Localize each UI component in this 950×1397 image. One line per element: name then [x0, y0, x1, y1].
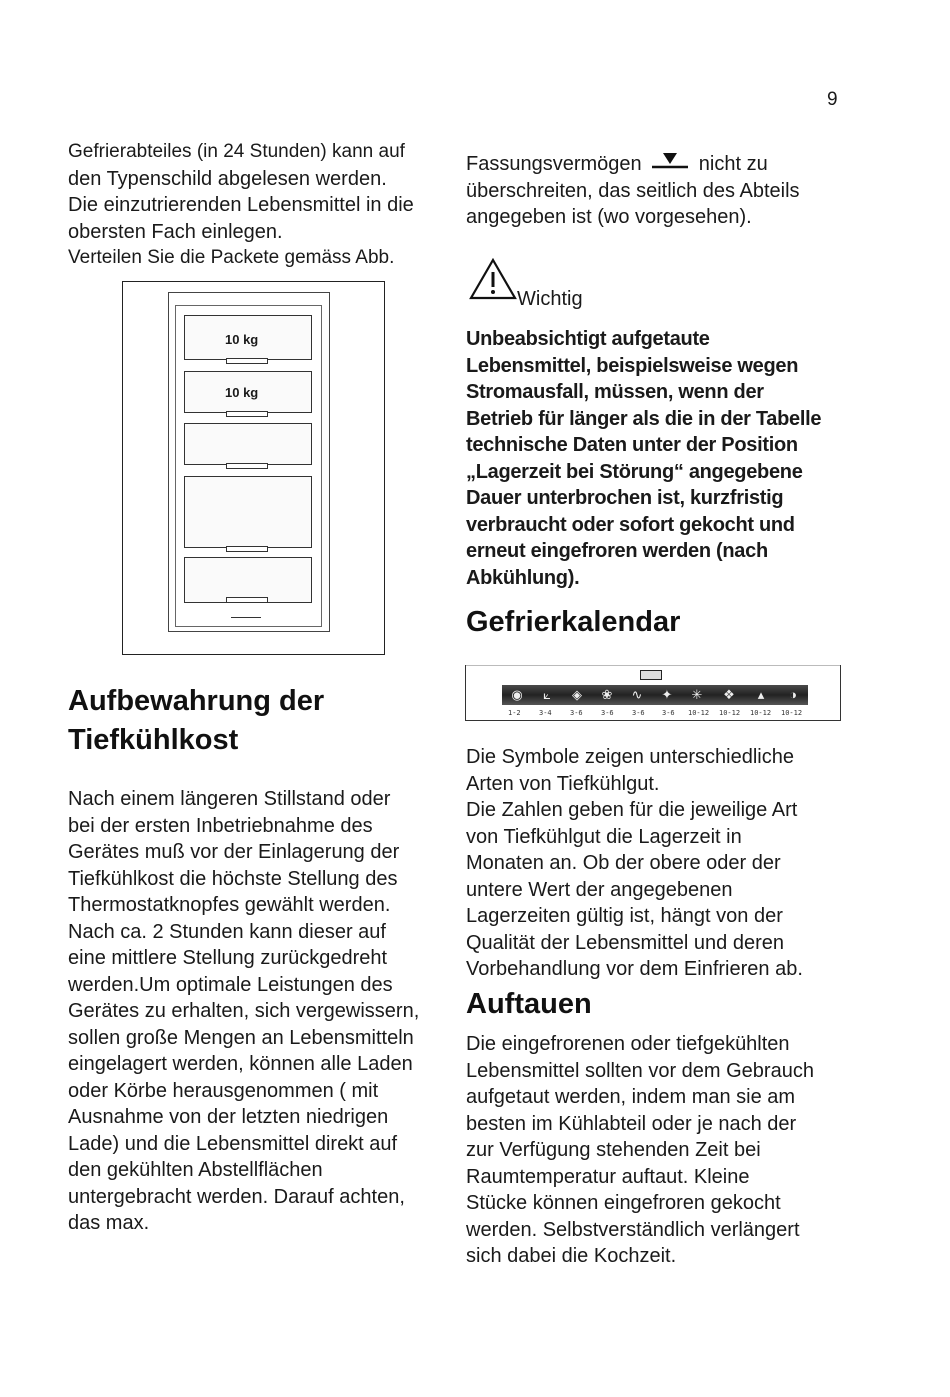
text-line: Tiefkühlkost die höchste Stellung des: [68, 867, 398, 890]
text-line: werden.Um optimale Leistungen des: [68, 973, 393, 996]
text-line: das max.: [68, 1212, 150, 1234]
text-line: eingelagert werden, können alle Laden: [68, 1053, 413, 1075]
drawer-weight-label: 10 kg: [225, 385, 259, 400]
text-line: Ausnahme von der letzten niedrigen: [68, 1106, 389, 1128]
storage-months-label: 10-12: [781, 709, 803, 717]
freezer-drawer: [184, 315, 312, 360]
text-line: Dauer unterbrochen ist, kurzfristig: [466, 487, 784, 509]
text-line: den Typenschild abgelesen werden.: [68, 167, 387, 190]
text-line: Gerätes muß vor der Einlagerung der: [68, 841, 400, 863]
text-line: sollen große Mengen an Lebensmitteln: [68, 1026, 414, 1049]
text-line: [466, 151, 800, 178]
text-line: Lade) und die Lebensmittel direkt auf: [68, 1132, 398, 1155]
drawer-handle: [226, 411, 268, 417]
text-line: den gekühlten Abstellflächen: [68, 1159, 323, 1181]
storage-months-label: 3-6: [570, 709, 583, 717]
text-line: Verteilen Sie die Packete gemäss Abb.: [68, 247, 395, 268]
section-heading: Auftauen: [466, 988, 592, 1020]
drawer-handle: [226, 597, 268, 603]
text-line: Thermostatknopfes gewählt werden.: [68, 894, 391, 916]
storage-months-label: 10-12: [688, 709, 710, 717]
warning-triangle-icon: [469, 258, 517, 300]
fish-icon: ⟀: [543, 687, 551, 702]
text-line: Stromausfall, müssen, wenn der: [466, 381, 764, 403]
drawer-handle: [226, 546, 268, 552]
text-line: Lebensmittel sollten vor dem Gebrauch: [466, 1059, 814, 1082]
text-line: Qualität der Lebensmittel und deren: [466, 931, 784, 954]
text-line: Abkühlung).: [466, 566, 580, 589]
thawing-body: [466, 1031, 814, 1270]
left-intro: [68, 139, 414, 272]
freezer-drawer: [184, 476, 312, 548]
text-line: Lebensmittel, beispielsweise wegen: [466, 354, 799, 377]
freezer-drawer: [184, 423, 312, 465]
game-icon: ❖: [723, 687, 735, 702]
page-number: 9: [827, 89, 838, 110]
storage-months-label: 3-6: [601, 709, 614, 717]
text-line: untergebracht werden. Darauf achten,: [68, 1185, 405, 1208]
text-line: Unbeabsichtigt aufgetaute: [466, 328, 710, 350]
storage-months-label: 10-12: [719, 709, 741, 717]
text-line: untere Wert der angegebenen: [466, 878, 733, 901]
text-line: obersten Fach einlegen.: [68, 220, 283, 243]
shrimp-icon: ∿: [631, 687, 643, 702]
text-line: oder Körbe herausgenommen ( mit: [68, 1079, 379, 1102]
poultry-icon: ✳: [691, 687, 703, 702]
heading-line: Tiefkühlkost: [68, 724, 239, 756]
text-line: Die einzutrierenden Lebensmittel in die: [68, 194, 414, 216]
capacity-text: Fassungsvermögen: [466, 153, 642, 175]
bread-icon: ◑: [789, 687, 797, 702]
text-line: von Tiefkühlgut die Lagerzeit in: [466, 825, 742, 848]
drawer-handle: [226, 358, 268, 364]
storage-body: [68, 786, 419, 1237]
text-line: Die Symbole zeigen unterschiedliche: [466, 746, 794, 768]
section-heading: [68, 682, 419, 760]
candy-icon: ◈: [572, 687, 582, 702]
storage-months-label: 3-4: [539, 709, 552, 717]
storage-months-label: 10-12: [750, 709, 772, 717]
storage-months-label: 1-2: [508, 709, 521, 717]
text-line: eine mittlere Stellung zurückgedreht: [68, 947, 388, 969]
text-line: werden. Selbstverständlich verlängert: [466, 1218, 800, 1241]
text-line: aufgetaut werden, indem man sie am: [466, 1086, 796, 1108]
capacity-text: nicht zu: [698, 153, 768, 175]
text-line: Raumtemperatur auftaut. Kleine: [466, 1165, 750, 1188]
section-heading: Gefrierkalendar: [466, 606, 681, 638]
text-line: verbraucht oder sofort gekocht und: [466, 513, 795, 536]
heading-line: Aufbewahrung der: [68, 685, 325, 717]
storage-months-label: 3-6: [632, 709, 645, 717]
text-line: besten im Kühlabteil oder je nach der: [466, 1112, 797, 1135]
text-line: Die Zahlen geben für die jeweilige Art: [466, 799, 798, 821]
freezer-drawer: [184, 371, 312, 413]
meat-icon: ◉: [511, 687, 523, 702]
text-line: sich dabei die Kochzeit.: [466, 1245, 677, 1267]
drawer-handle: [226, 463, 268, 469]
text-line: zur Verfügung stehenden Zeit bei: [466, 1139, 761, 1161]
text-line: Vorbehandlung vor dem Einfrieren ab.: [466, 958, 803, 980]
text-line: technische Daten unter der Position: [466, 434, 798, 456]
warning-body: [466, 326, 821, 591]
text-line: Gefrierabteiles (in 24 Stunden) kann auf: [68, 141, 405, 162]
storage-months-label: 3-6: [662, 709, 675, 717]
text-line: Nach einem längeren Stillstand oder: [68, 788, 391, 810]
cabinet-base-line: [231, 617, 261, 618]
storage-section: [68, 682, 419, 1237]
text-line: Gerätes zu erhalten, sich vergewissern,: [68, 1000, 420, 1022]
text-line: überschreiten, das seitlich des Abteils: [466, 179, 800, 202]
calendar-indicator-icon: [640, 670, 662, 680]
right-intro: [466, 151, 800, 231]
text-line: Lagerzeiten gültig ist, hängt von der: [466, 905, 783, 927]
max-load-icon: [651, 151, 689, 173]
text-line: „Lagerzeit bei Störung“ angegebene: [466, 460, 803, 483]
text-line: angegeben ist (wo vorgesehen).: [466, 206, 752, 228]
calendar-description: [466, 744, 803, 983]
text-line: Nach ca. 2 Stunden kann dieser auf: [68, 920, 386, 943]
cake-icon: ▴: [757, 687, 765, 702]
chicken-icon: ✦: [661, 687, 673, 702]
drawer-weight-label: 10 kg: [225, 332, 259, 347]
text-line: Arten von Tiefkühlgut.: [466, 772, 660, 795]
text-line: erneut eingefroren werden (nach: [466, 540, 768, 562]
vegetable-icon: ❀: [601, 687, 613, 702]
warning-label: Wichtig: [517, 288, 583, 310]
text-line: Monaten an. Ob der obere oder der: [466, 852, 781, 874]
text-line: Die eingefrorenen oder tiefgekühlten: [466, 1033, 790, 1055]
text-line: Stücke können eingefroren gekocht: [466, 1192, 781, 1214]
text-line: bei der ersten Inbetriebnahme des: [68, 814, 373, 837]
text-line: Betrieb für länger als die in der Tabelle: [466, 407, 822, 430]
